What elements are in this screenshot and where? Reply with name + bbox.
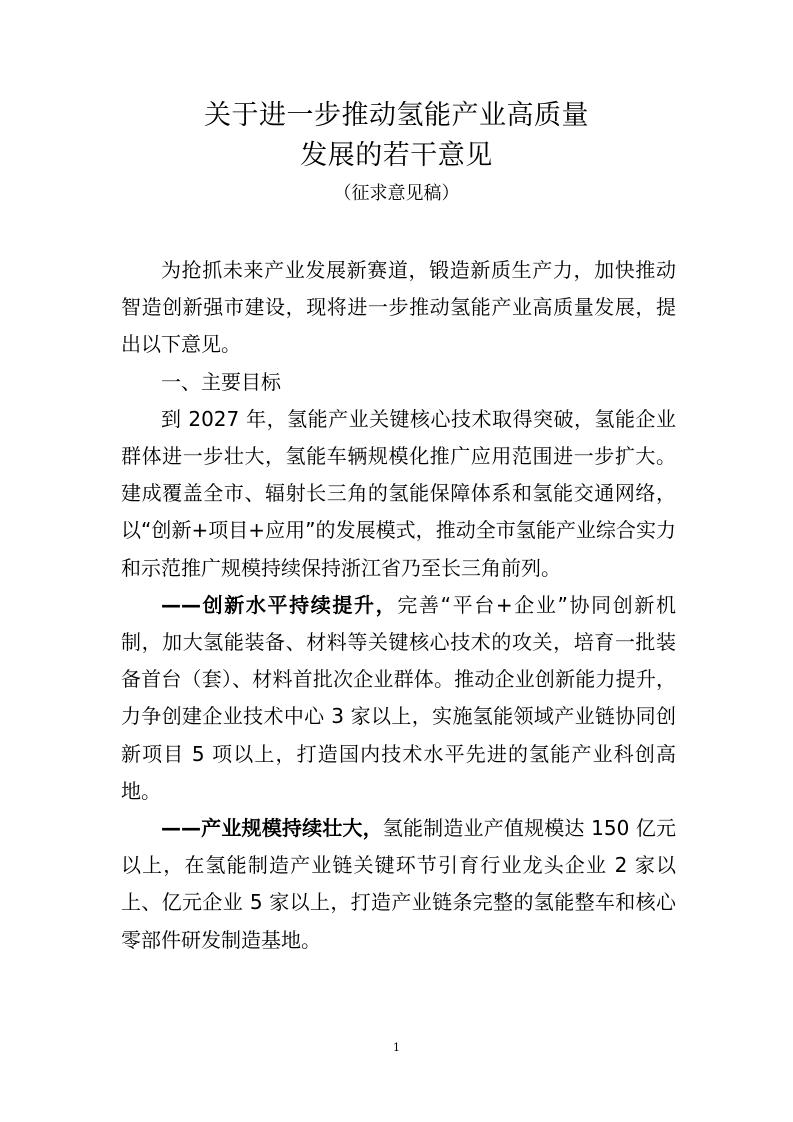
innovation-paragraph [121, 587, 676, 810]
intro-paragraph: 为抢抓未来产业发展新赛道，锻造新质生产力，加快推动智造创新强市建设，现将进一步推动氢能产业高质量发展，提出以下意见。 [121, 258, 676, 357]
scale-lead: ——产业规模持续壮大， [161, 816, 383, 841]
document-body [121, 252, 676, 959]
document-title-line-1: 关于进一步推动氢能产业高质量 [204, 100, 589, 131]
innovation-text: 完善“平台+企业”协同创新机制，加大氢能装备、材料等关键核心技术的攻关，培育一批装备首台（套）、材料首批次企业群体。推动企业创新能力提升，力争创建企业技术中心 3 家以上，实施氢能领域产业链协同创新项目 5 项以上，打造国内技术水平先进的氢能产业科创高地。 [121, 592, 676, 803]
section-heading: 一、主要目标 [161, 369, 281, 394]
document-title-line-2: 发展的若干意见 [300, 140, 493, 171]
innovation-lead: ——创新水平持续提升， [161, 592, 398, 617]
goal-paragraph: 到 2027 年，氢能产业关键核心技术取得突破，氢能企业群体进一步壮大，氢能车辆规模化推广应用范围进一步扩大。建成覆盖全市、辐射长三角的氢能保障体系和氢能交通网络，以“创新+项目+应用”的发展模式，推动全市氢能产业综合实力和示范推广规模持续保持浙江省乃至长三角前列。 [121, 406, 676, 580]
document-subtitle: （征求意见稿） [333, 183, 460, 204]
scale-paragraph [121, 810, 676, 959]
page-number: 1 [393, 1041, 400, 1054]
scale-text: 氢能制造业产值规模达 150 亿元以上，在氢能制造产业链关键环节引育行业龙头企业 2 家以上、亿元企业 5 家以上，打造产业链条完整的氢能整车和核心零部件研发制造基地。 [121, 816, 677, 952]
